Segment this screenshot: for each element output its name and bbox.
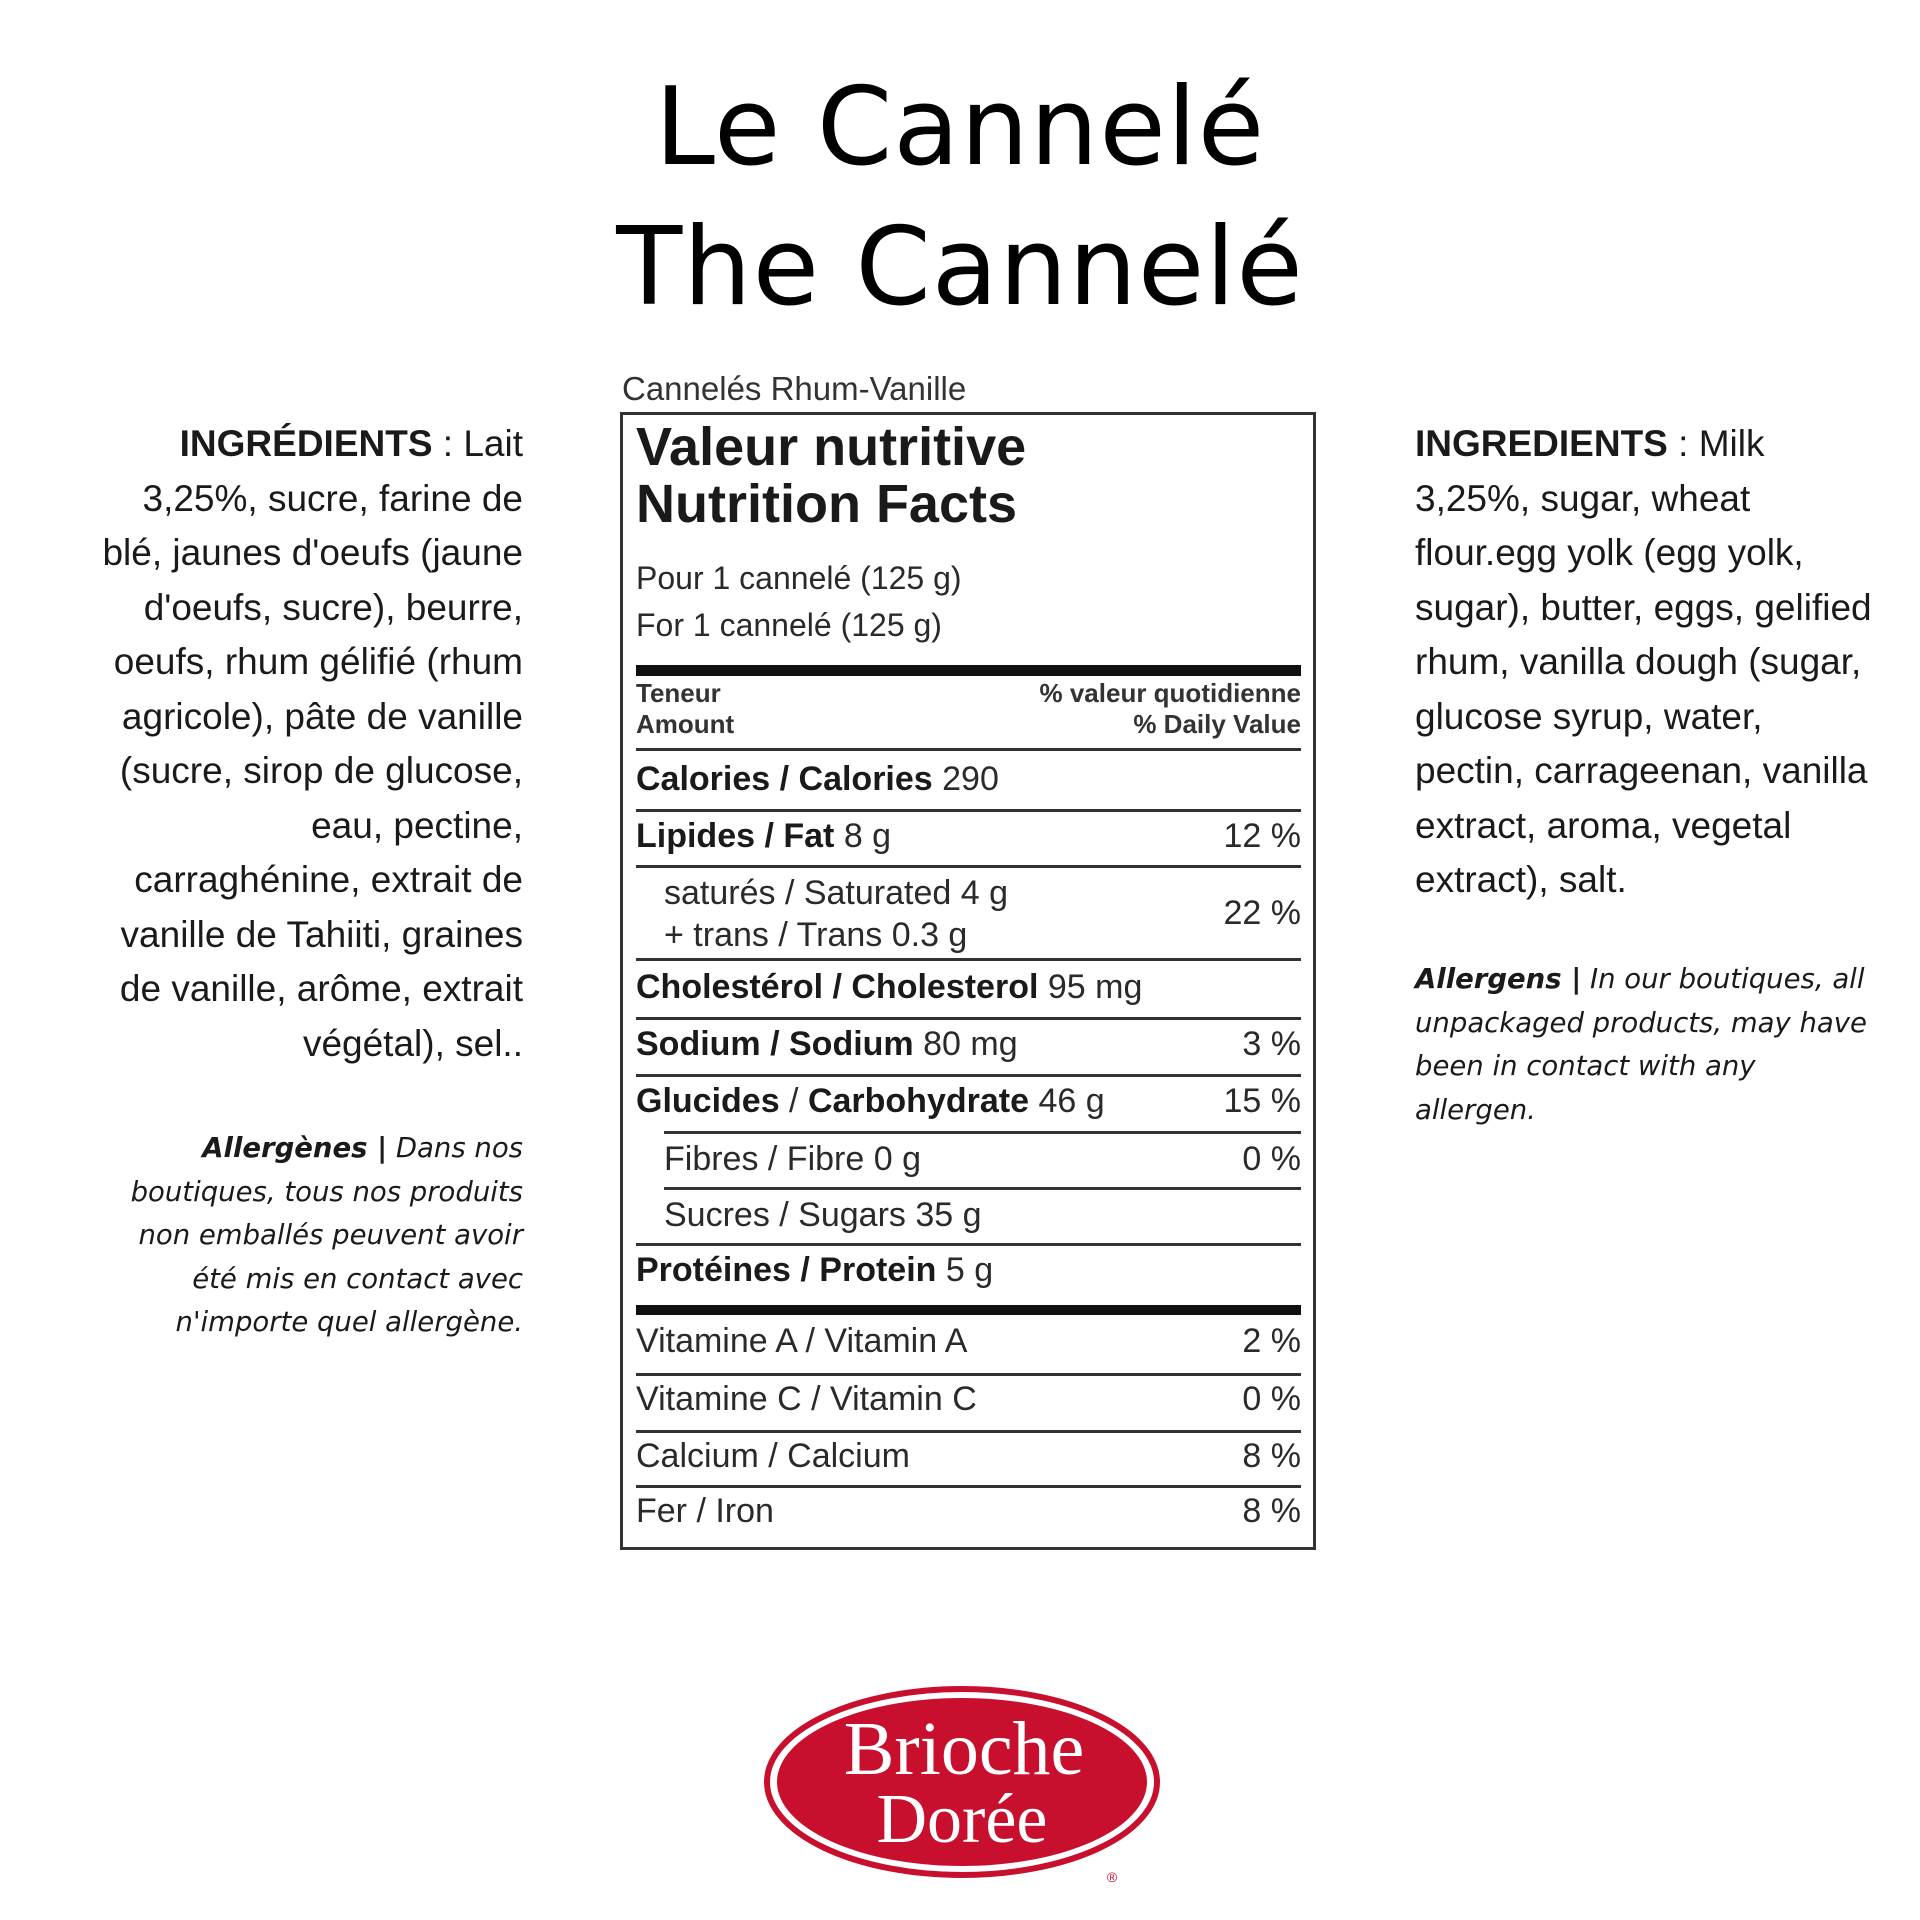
allergens-french-text: Dans nos boutiques, tous nos produits non emballés peuvent avoir été mis en contact avec n'importe quel allergène. — [130, 1132, 523, 1338]
logo-registered-mark: ® — [1106, 1869, 1118, 1885]
protein-value: 5 g — [945, 1251, 994, 1289]
saturated-dv: 22 % — [1223, 894, 1301, 932]
title-english: The Cannelé — [616, 205, 1304, 330]
column-amount-french: Teneur — [636, 678, 721, 708]
column-amount-english: Amount — [636, 709, 735, 739]
column-dv-french: % valeur quotidienne — [1039, 678, 1301, 708]
sodium-value: 80 mg — [923, 1025, 1018, 1063]
vitamin-a-dv: 2 % — [1242, 1322, 1301, 1360]
fat-label: Lipides / Fat — [636, 817, 835, 855]
divider — [636, 1373, 1301, 1376]
allergens-english-text: In our boutiques, all unpackaged products, may have been in contact with any allergen. — [1415, 963, 1867, 1126]
divider — [664, 1187, 1301, 1190]
nutrition-heading-english: Nutrition Facts — [636, 474, 1018, 534]
product-name: Cannelés Rhum-Vanille — [622, 370, 967, 407]
column-dv-english: % Daily Value — [1133, 709, 1301, 739]
divider — [636, 865, 1301, 868]
divider — [636, 958, 1301, 961]
iron-label: Fer / Iron — [636, 1492, 774, 1530]
serving-size-french: Pour 1 cannelé (125 g) — [636, 560, 962, 596]
thick-divider — [636, 1305, 1301, 1315]
sodium-label: Sodium / Sodium — [636, 1025, 914, 1063]
calories-label: Calories / Calories — [636, 760, 933, 798]
sugars-label: Sucres / Sugars 35 g — [664, 1196, 982, 1234]
nutrition-facts-table: Valeur nutritive Nutrition Facts Pour 1 cannelé (125 g) For 1 cannelé (125 g) Teneur Amount % valeur quotidienne % Daily Value Calories / Calories 290 Lipides / Fat 8 g 12 % saturés / Saturated 4 g + trans / Trans 0.3 g 22 % Cholestérol / Cholesterol 95 mg Sodium / Sodium 80 mg 3 % Glucides / Carbohydrate 46 g 15 % Fibres / Fibre 0 g 0 % Sucres / Sugars 35 g Protéines / Protein 5 g Vitamine A / Vitamin A 2 % Vitamine C / Vitamin C 0 % Calcium / Calcium 8 % Fer / Iron 8 % — [620, 412, 1316, 1550]
calories-value: 290 — [942, 760, 999, 798]
calcium-dv: 8 % — [1242, 1437, 1301, 1475]
column-headers — [636, 678, 1301, 744]
allergens-english — [1415, 958, 1880, 1132]
iron-dv: 8 % — [1242, 1492, 1301, 1530]
title-french: Le Cannelé — [654, 65, 1266, 190]
fibre-label: Fibres / Fibre 0 g — [664, 1140, 921, 1178]
divider — [636, 1485, 1301, 1488]
saturated-label: saturés / Saturated 4 g — [664, 874, 1008, 912]
vitamin-a-label: Vitamine A / Vitamin A — [636, 1322, 968, 1360]
carbohydrate-value: 46 g — [1038, 1082, 1105, 1120]
ingredients-english-text: : Milk 3,25%, sugar, wheat flour.egg yolk (egg yolk, sugar), butter, eggs, gelified rhum, vanilla dough (sugar, glucose syrup, water, pectin, carrageenan, vanilla extract, aroma, vegetal extract), salt. — [1415, 423, 1872, 900]
divider — [636, 809, 1301, 812]
ingredients-french — [95, 417, 523, 1071]
sodium-dv: 3 % — [1242, 1025, 1301, 1063]
carbohydrate-label-french: Glucides — [636, 1082, 780, 1120]
fat-value: 8 g — [843, 817, 892, 855]
divider — [636, 1017, 1301, 1020]
row-saturated-trans — [636, 872, 1301, 956]
cholesterol-value: 95 mg — [1047, 968, 1143, 1006]
nutrition-heading — [636, 419, 1026, 533]
carbohydrate-label-english: Carbohydrate — [807, 1082, 1030, 1120]
ingredients-english — [1415, 417, 1880, 908]
divider — [636, 1430, 1301, 1433]
ingredients-french-label: INGRÉDIENTS — [179, 423, 433, 464]
divider — [636, 1243, 1301, 1246]
carbohydrate-dv: 15 % — [1223, 1082, 1301, 1120]
divider — [664, 1131, 1301, 1134]
brioche-doree-logo — [764, 1682, 1164, 1902]
logo-text-doree: Dorée — [876, 1781, 1048, 1858]
allergens-french — [95, 1127, 523, 1345]
ingredients-english-label: INGREDIENTS — [1415, 423, 1668, 464]
trans-label: + trans / Trans 0.3 g — [664, 916, 968, 954]
serving-size-english: For 1 cannelé (125 g) — [636, 607, 942, 643]
ingredients-french-text: : Lait 3,25%, sucre, farine de blé, jaunes d'oeufs (jaune d'oeufs, sucre), beurre, oeufs, rhum gélifié (rhum agricole), pâte de vanille (sucre, sirop de glucose, eau, pectine, carraghénine, extrait de vanille de Tahiiti, graines de vanille, arôme, extrait végétal), sel.. — [102, 423, 523, 1064]
calcium-label: Calcium / Calcium — [636, 1437, 910, 1475]
cholesterol-label: Cholestérol / Cholesterol — [636, 968, 1039, 1006]
nutrition-heading-french: Valeur nutritive — [636, 417, 1027, 477]
protein-label: Protéines / Protein — [636, 1251, 937, 1289]
vitamin-c-label: Vitamine C / Vitamin C — [636, 1380, 977, 1418]
page-title — [0, 58, 1920, 338]
serving-size — [636, 555, 962, 649]
fat-dv: 12 % — [1223, 817, 1301, 855]
allergens-english-label: Allergens | — [1415, 963, 1582, 995]
thick-divider — [636, 665, 1301, 676]
logo-text-brioche: Brioche — [843, 1707, 1085, 1791]
allergens-french-label: Allergènes | — [202, 1132, 388, 1164]
divider — [636, 748, 1301, 751]
fibre-dv: 0 % — [1242, 1140, 1301, 1178]
vitamin-c-dv: 0 % — [1242, 1380, 1301, 1418]
divider — [636, 1074, 1301, 1077]
